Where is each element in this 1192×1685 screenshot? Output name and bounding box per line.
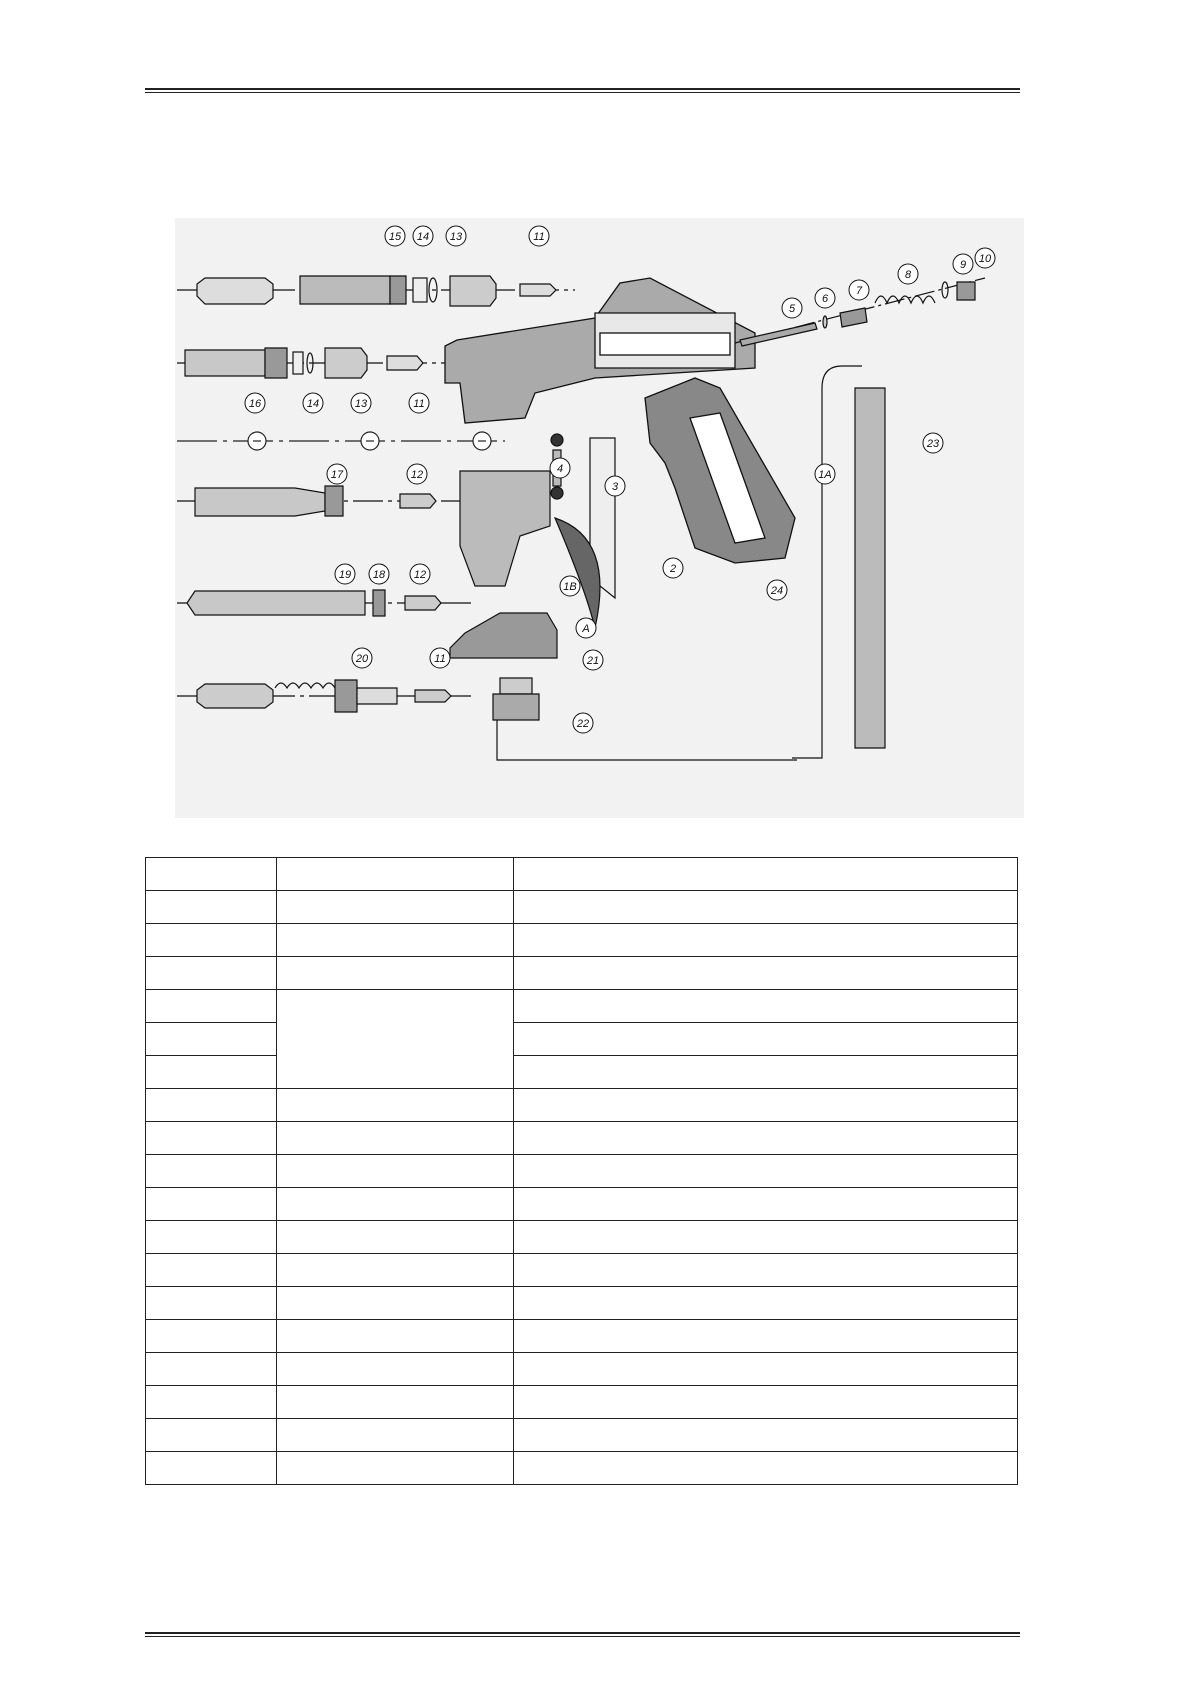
table-row [146, 990, 1018, 1023]
table-cell [146, 924, 277, 957]
parts-list-table [145, 857, 1018, 1485]
center-line [177, 432, 505, 450]
callout-text: 11 [533, 231, 545, 243]
callout-text: 1B [563, 581, 577, 593]
table-cell [514, 891, 1018, 924]
table-row [146, 1254, 1018, 1287]
callout-text: 21 [586, 655, 600, 667]
callout-text: 20 [355, 653, 369, 665]
callout-text: 3 [611, 481, 619, 493]
table-cell [146, 858, 277, 891]
table-row [146, 1419, 1018, 1452]
table-cell [146, 957, 277, 990]
table-cell [514, 1056, 1018, 1089]
table-cell [514, 1419, 1018, 1452]
callout-text: A [582, 623, 590, 635]
table-cell [514, 1089, 1018, 1122]
table-cell [146, 1221, 277, 1254]
callout-text: 17 [330, 469, 344, 481]
callout-text: 13 [449, 231, 463, 243]
table-row [146, 1089, 1018, 1122]
table-cell [277, 1221, 514, 1254]
footer-rule [145, 1632, 1020, 1637]
table-row [146, 924, 1018, 957]
header-rule [145, 88, 1020, 93]
table-cell [146, 1452, 277, 1485]
callout-text: 10 [978, 253, 992, 265]
callout-text: 23 [926, 438, 940, 450]
table-cell [514, 1452, 1018, 1485]
callout-text: 1A [818, 469, 832, 481]
table-row [146, 1320, 1018, 1353]
nozzle-assembly-3 [177, 471, 550, 586]
table-cell [514, 1023, 1018, 1056]
table-row [146, 957, 1018, 990]
table-row [146, 1221, 1018, 1254]
table-row [146, 1287, 1018, 1320]
table-row [146, 1188, 1018, 1221]
table-row [146, 1023, 1018, 1056]
table-cell [277, 1188, 514, 1221]
callout-text: 15 [388, 231, 402, 243]
table-cell [146, 1386, 277, 1419]
table-cell [146, 1254, 277, 1287]
table-cell [146, 1056, 277, 1089]
table-cell [514, 858, 1018, 891]
table-cell [514, 1254, 1018, 1287]
table-cell [277, 990, 514, 1089]
table-cell [514, 1155, 1018, 1188]
table-row [146, 1155, 1018, 1188]
table-cell [514, 1122, 1018, 1155]
table-cell [277, 891, 514, 924]
table-cell [146, 1023, 277, 1056]
table-cell [277, 1320, 514, 1353]
callout-text: 13 [354, 398, 368, 410]
callout-text: 11 [434, 653, 446, 665]
callout-text: 11 [413, 398, 425, 410]
callout-text: 16 [248, 398, 262, 410]
callout-text: 14 [306, 398, 320, 410]
table-cell [277, 1386, 514, 1419]
table-row [146, 891, 1018, 924]
table-cell [277, 1419, 514, 1452]
callout-text: 5 [788, 303, 796, 315]
exploded-parts-diagram [175, 218, 1024, 818]
table-cell [514, 1353, 1018, 1386]
table-cell [146, 1122, 277, 1155]
table-cell [277, 957, 514, 990]
table-cell [277, 1089, 514, 1122]
table-cell [514, 957, 1018, 990]
table-cell [277, 858, 514, 891]
table-row [146, 1452, 1018, 1485]
callout-text: 12 [413, 569, 427, 581]
table-cell [146, 1419, 277, 1452]
nozzle-assembly-4 [177, 590, 475, 616]
table-cell [277, 1287, 514, 1320]
table-row [146, 1353, 1018, 1386]
table-row [146, 1056, 1018, 1089]
hose-tube [792, 366, 885, 758]
callout-text: 24 [770, 585, 784, 597]
callout-text: 18 [372, 569, 386, 581]
callout-text: 22 [576, 718, 590, 730]
table-cell [146, 1155, 277, 1188]
table-cell [514, 924, 1018, 957]
table-cell [514, 1188, 1018, 1221]
base-block [450, 613, 797, 760]
callout-text: 9 [959, 259, 967, 271]
table-cell [277, 924, 514, 957]
table-cell [277, 1254, 514, 1287]
table-cell [146, 990, 277, 1023]
table-cell [514, 1287, 1018, 1320]
table-cell [514, 990, 1018, 1023]
callout-text: 19 [338, 569, 352, 581]
nozzle-assembly-top [177, 276, 575, 306]
callout-text: 7 [855, 285, 863, 297]
table-cell [514, 1320, 1018, 1353]
callout-text: 8 [904, 269, 912, 281]
table-cell [277, 1353, 514, 1386]
nozzle-assembly-5 [177, 680, 475, 712]
table-cell [146, 1287, 277, 1320]
table-cell [146, 1320, 277, 1353]
callout-text: 4 [556, 463, 564, 475]
table-cell [146, 891, 277, 924]
table-cell [514, 1221, 1018, 1254]
table-cell [277, 1452, 514, 1485]
callout-text: 14 [416, 231, 430, 243]
callout-text: 2 [669, 563, 677, 575]
table-cell [277, 1155, 514, 1188]
callout-text: 12 [410, 469, 424, 481]
table-row [146, 1386, 1018, 1419]
table-row [146, 1122, 1018, 1155]
table-cell [146, 1353, 277, 1386]
table-cell [514, 1386, 1018, 1419]
table-cell [146, 1089, 277, 1122]
nozzle-assembly-2 [177, 348, 465, 378]
table-cell [146, 1188, 277, 1221]
table-cell [277, 1122, 514, 1155]
table-row [146, 858, 1018, 891]
callout-text: 6 [821, 293, 829, 305]
